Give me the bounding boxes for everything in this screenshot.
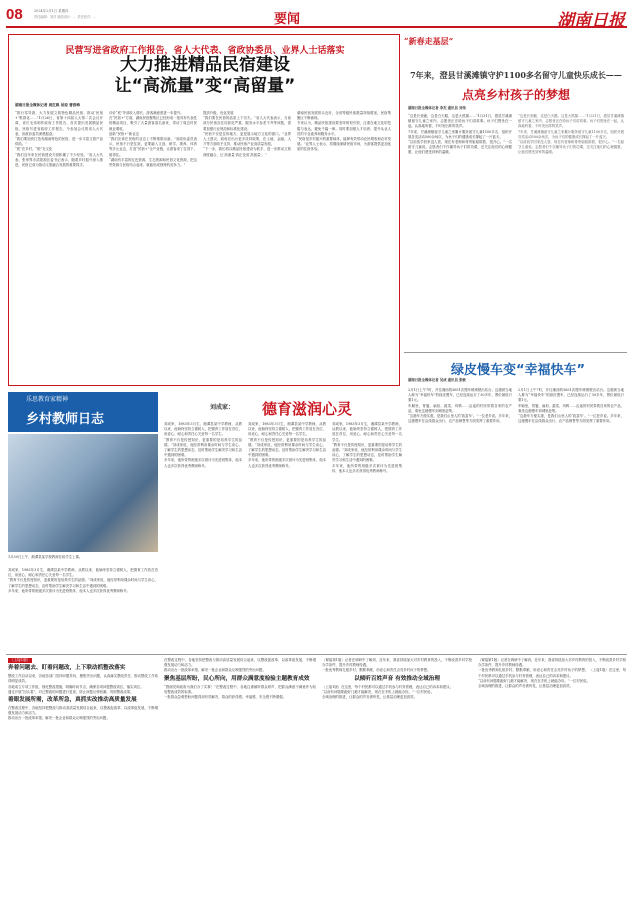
lead-column-4: 湖南民宿发展势头良好，全省等级民宿数量持续增加，民宿集聚区不断涌现。 专家认为，精品民宿建设要坚持规划引领，注重在地文化的挖掘与表达，避免千篇一律。同时要加强人才培养，提升从业人员的专业素养和服务水平。 “民宿是乡村振兴的重要载体，能够有效带动农民增收和农村发展。”业界人士表示，将继续深耕民宿市场，为游客提供更加优质的住宿体验。 [297, 111, 391, 152]
issue-date: 2024年2月1日 星期四 [34, 9, 69, 13]
train-body-1: 2月1日上午7时，开往湘西的5651次慢车缓缓驶出站台。这趟被当地人称为“幸福快车”的绿皮慢车，已经连续运行了30多年，票价最低只要1元。 车厢里，背篓、扁担、蔬菜、鸡鸭……沿途的村民带着自家的农产品，乘坐这趟慢车到城里赶集。 “这趟车方便实惠，是我们山里人的‘致富车’。”一位老乡说。多年来，这趟慢车在沿线群众出行、农产品销售等方面发挥了重要作用。 [408, 388, 512, 424]
right-headline: 点亮乡村孩子的梦想 [461, 88, 570, 102]
profile-body-2: 刘成家，1983年3月生，湘潭县某中学教师，从教以来，他始终坚持立德树人，把德育工作放在首位，用爱心、耐心和责任心关爱每一名学生。 “教育不仅是传授知识，更重要的是培养学生的品德。”刘成家说，他经常利用课余时间与学生谈心，了解学生的思想动态，及时帮助学生解决学习和生活中遇到的困难。 多年来，他所带的班级多次被评为先进班集体，他本人也多次获得优秀教师称号。 [164, 422, 242, 468]
train-byline: 湖南日报全媒体记者 吴成 通讯员 张敏 [408, 378, 466, 382]
right-byline: 湖南日报全媒体记者 李杰 通讯员 刘伟 [408, 106, 466, 110]
lead-kicker: 民营写进省政府工作报告，省人大代表、省政协委员、业界人士话落实 [65, 46, 345, 56]
lead-headline [29, 55, 381, 97]
bottom-text-4: （紧接第1版）记者在调研中了解到，近年来，我省持续加大对乡村教育的投入，不断改善乡村学校办学条件，提升乡村教师待遇。 一批优秀教师扎根乡村，默默奉献，用爱心和责任点亮乡村孩子的梦想。 [322, 658, 472, 673]
banner-line1: 乐思教育家精神 [26, 396, 69, 403]
editor-line: 责任编辑：刘洋 版面设计：... 责任校对：... [34, 15, 97, 19]
classroom-photo [8, 434, 158, 552]
profile-headline: 德育滋润心灵 [262, 400, 353, 418]
bottom-column-3 [322, 658, 472, 893]
bottom-text-7: （上接1版）在这里，每个村民都可以通过手机参与村务管理，表达自己的诉求和建议。 “以前有问题要跑好几趟才能解决，现在在手机上就能办好。”一位村民说。 全域治理的推进，让群众的声音被听见，让基层治理更加高效。 [478, 668, 626, 689]
bottom-column-2 [164, 658, 316, 893]
lead-column-3: 提质升级，优化发展 “我们要在民宿的品质上下功夫。”省人大代表表示，当前部分民宿存在同质化严重、服务水平参差不齐等问题，需要加强行业规范和标准化建设。 “民宿不仅是住的地方，更是展示地方文化的窗口。”业界人士建议，政府应出台更多扶持政策，在土地、金融、人才等方面给予支持，推动民宿产业高质量发展。 “下一步，我们将以精品民宿建设为抓手，进一步推动文旅深度融合，让‘高流量’真正变成‘高留量’。” [203, 111, 291, 157]
profile-body-3: 刘成家，1983年3月生，湘潭县某中学教师，从教以来，他始终坚持立德树人，把德育工作放在首位，用爱心、耐心和责任心关爱每一名学生。 “教育不仅是传授知识，更重要的是培养学生的品德。”刘成家说，他经常利用课余时间与学生谈心，了解学生的思想动态，及时帮助学生解决学习和生活中遇到的困难。 多年来，他所带的班级多次被评为先进班集体，他本人也多次获得优秀教师称号。 [248, 422, 326, 468]
bottom-text-2b: 在整改过程中，各地坚持把整改与推动高质量发展结合起来，以整改促改革、以改革促发展，不断增强发展动力和活力。 推动出台一批改革举措，解决一批企业和群众反映强烈的突出问题。 [164, 658, 316, 673]
bottom-heading-1: 奔着问题去、盯着问题改，上下联动抓整改落实 [8, 665, 126, 672]
bottom-heading-2: 着眼发展所需，改革所急，真抓实改推动高质量发展 [8, 697, 137, 704]
bottom-text-2: 在整改过程中，各地坚持把整改与推动高质量发展结合起来，以整改促改革、以改革促发展，不断增强发展动力和活力。 推动出台一批改革举措，解决一批企业和群众反映强烈的突出问题。 [8, 706, 158, 721]
lead-column-1: “推行零导游，大力发展文旅特色精品民宿，推动‘民宿+’集群化……”1月26日，省第十四届人大第二次会议开幕，省长毛伟明作政府工作报告，首次提出发展精品民宿。民宿写进省政府工作报告，令参加会议的省人大代表、省政协委员深感振奋。 “我们要加快打造有湖南特色的民宿，进一步丰富文旅产品供给。” “底”在乡村，“根”在文化 “我们近年来在民宿建设方面积累了不少经验。”省人大代表、张家界市武陵源区委书记表示，随着乡村振兴深入推进，民宿已成为推动文旅融合发展的重要抓手。 [15, 111, 103, 168]
bottom-text-5: （上接1版）在这里，每个村民都可以通过手机参与村务管理，表达自己的诉求和建议。 “以前有问题要跑好几趟才能解决，现在在手机上就能办好。”一位村民说。 全域治理的推进，让群众的声音被听见，让基层治理更加高效。 [322, 684, 453, 700]
bottom-text-3: “感谢党和政府为我们办了实事！”在整改过程中，各地注重倾听群众呼声，把群众满意不满意作为检验整改成效的标准。 一批群众急难愁盼问题得到有效解决，群众的获得感、幸福感、安全感不断增强。 [164, 684, 316, 700]
bottom-text-6: （紧接第1版）记者在调研中了解到，近年来，我省持续加大对乡村教育的投入，不断改善乡村学校办学条件，提升乡村教师待遇。 一批优秀教师扎根乡村，默默奉献，用爱心和责任点亮乡村孩子的梦想。 [478, 658, 626, 673]
page-number: 08 [6, 6, 23, 23]
train-body-2: 2月1日上午7时，开往湘西的5651次慢车缓缓驶出站台。这趟被当地人称为“幸福快车”的绿皮慢车，已经连续运行了30多年，票价最低只要1元。 车厢里，背篓、扁担、蔬菜、鸡鸭……沿途的村民带着自家的农产品，乘坐这趟慢车到城里赶集。 “这趟车方便实惠，是我们山里人的‘致富车’。”一位老乡说。多年来，这趟慢车在沿线群众出行、农产品销售等方面发挥了重要作用。 [518, 388, 624, 424]
profile-kicker: 刘成家： [210, 404, 235, 411]
divider [404, 352, 627, 353]
newspaper-logo: 湖南日报 [557, 11, 625, 31]
section-logo: “新春走基层” [404, 36, 454, 46]
profile-body-1: 刘成家，1983年3月生，湘潭县某中学教师，从教以来，他始终坚持立德树人，把德育工作放在首位，用爱心、耐心和责任心关爱每一名学生。 “教育不仅是传授知识，更重要的是培养学生的品德。”刘成家说，他经常利用课余时间与学生谈心，了解学生的思想动态，及时帮助学生解决学习和生活中遇到的困难。 多年来，他所带的班级多次被评为先进班集体，他本人也多次获得优秀教师称号。 [8, 568, 158, 593]
continued-tag: （上接1版） [10, 658, 31, 662]
train-headline: 绿皮慢车变“幸福快车” [450, 363, 586, 378]
bottom-column-4 [478, 658, 626, 893]
lead-headline-line2: 让“高流量”变“高留量” [114, 76, 296, 96]
banner-line2: 乡村教师日志 [26, 412, 105, 427]
bottom-column-1 [8, 658, 158, 893]
bottom-heading-4: 以倾听百姓声音 有效推动全域治理 [354, 675, 440, 682]
column-banner [8, 392, 158, 432]
lead-article [8, 34, 400, 386]
photo-caption-text: 1月30日上午，湘潭县某学校教师在给学生上课。 [8, 555, 83, 559]
lead-byline: 湖南日报全媒体记者 周红焕 易琼 曹春梅 [15, 103, 80, 107]
right-kicker: 7年来，澄县甘溪滩镇守护1100多名留守儿童快乐成长—— [410, 70, 622, 80]
section-title: 要闻 [274, 12, 301, 27]
right-body: “这是长颈鹿，这是白天鹅，这是大熊猫……”1月31日，澄县甘溪滩镇留守儿童之家内，志愿者正在给孩子们讲故事。孩子们围坐在一起，认真地听着，不时发出阵阵笑声。 7年来，甘溪滩镇留守儿童之家累计服务留守儿童1100多名，组织开展各类活动500余场次，为孩子们的健康成长撑起了一片蓝天。 “以前放学回家没人管，现在有老师和哥哥姐姐陪着，很开心。”一名留守儿童说。志愿者们不仅辅导孩子们的功课，还关注他们的心理健康，让他们感受到家的温暖。 [408, 114, 512, 155]
lead-headline-line1: 大力推进精品民宿建设 [120, 55, 290, 75]
bottom-text-1: 整改工作启动以来，各地各部门坚持问题导向，聚焦突出问题，认真落实整改责任，推动整改工作取得明显成效。 各地成立专项工作组，细化整改措施，明确时间节点，确保各项问题整改到位、落实到位。 通过开展“回头看”，对已整改的问题进行复查，防止问题反弹回潮，巩固整改成果。 [8, 674, 158, 694]
bottom-heading-3: 聚焦基层所盼，民心所向，用群众满意度检验主题教育成效 [164, 675, 310, 682]
page-header [6, 6, 627, 31]
lead-column-2: 评价“底”外部收入增长，游客满意度进一步提升。 在“民宿+”方面，湖南民宿聚集区已经形成一批具有代表性的精品项目，吸引了大量游客慕名而来，带动了周边村民就业增收。 创新“民宿+”新业态 “我们应该在民宿的业态上不断推陈出新。”省政协委员表示，民宿不只是住宿，更要融入文创、研学、康养、体育等多元业态，打造“民宿+”全产业链，让游客来了住得下、留得住。 “湖南有丰富的红色资源、生态资源和民俗文化资源，把这些资源与民宿结合起来，就能形成独特的竞争力。” [109, 111, 197, 168]
right-body-continued: “这是长颈鹿，这是白天鹅，这是大熊猫……”1月31日，澄县甘溪滩镇留守儿童之家内，志愿者正在给孩子们讲故事。孩子们围坐在一起，认真地听着，不时发出阵阵笑声。 7年来，甘溪滩镇留守儿童之家累计服务留守儿童1100多名，组织开展各类活动500余场次，为孩子们的健康成长撑起了一片蓝天。 “以前放学回家没人管，现在有老师和哥哥姐姐陪着，很开心。”一名留守儿童说。志愿者们不仅辅导孩子们的功课，还关注他们的心理健康，让他们感受到家的温暖。 [518, 114, 624, 155]
profile-body-4: 刘成家，1983年3月生，湘潭县某中学教师，从教以来，他始终坚持立德树人，把德育工作放在首位，用爱心、耐心和责任心关爱每一名学生。 “教育不仅是传授知识，更重要的是培养学生的品德。”刘成家说，他经常利用课余时间与学生谈心，了解学生的思想动态，及时帮助学生解决学习和生活中遇到的困难。 多年来，他所带的班级多次被评为先进班集体，他本人也多次获得优秀教师称号。 [332, 422, 402, 473]
bottom-divider [6, 654, 627, 655]
